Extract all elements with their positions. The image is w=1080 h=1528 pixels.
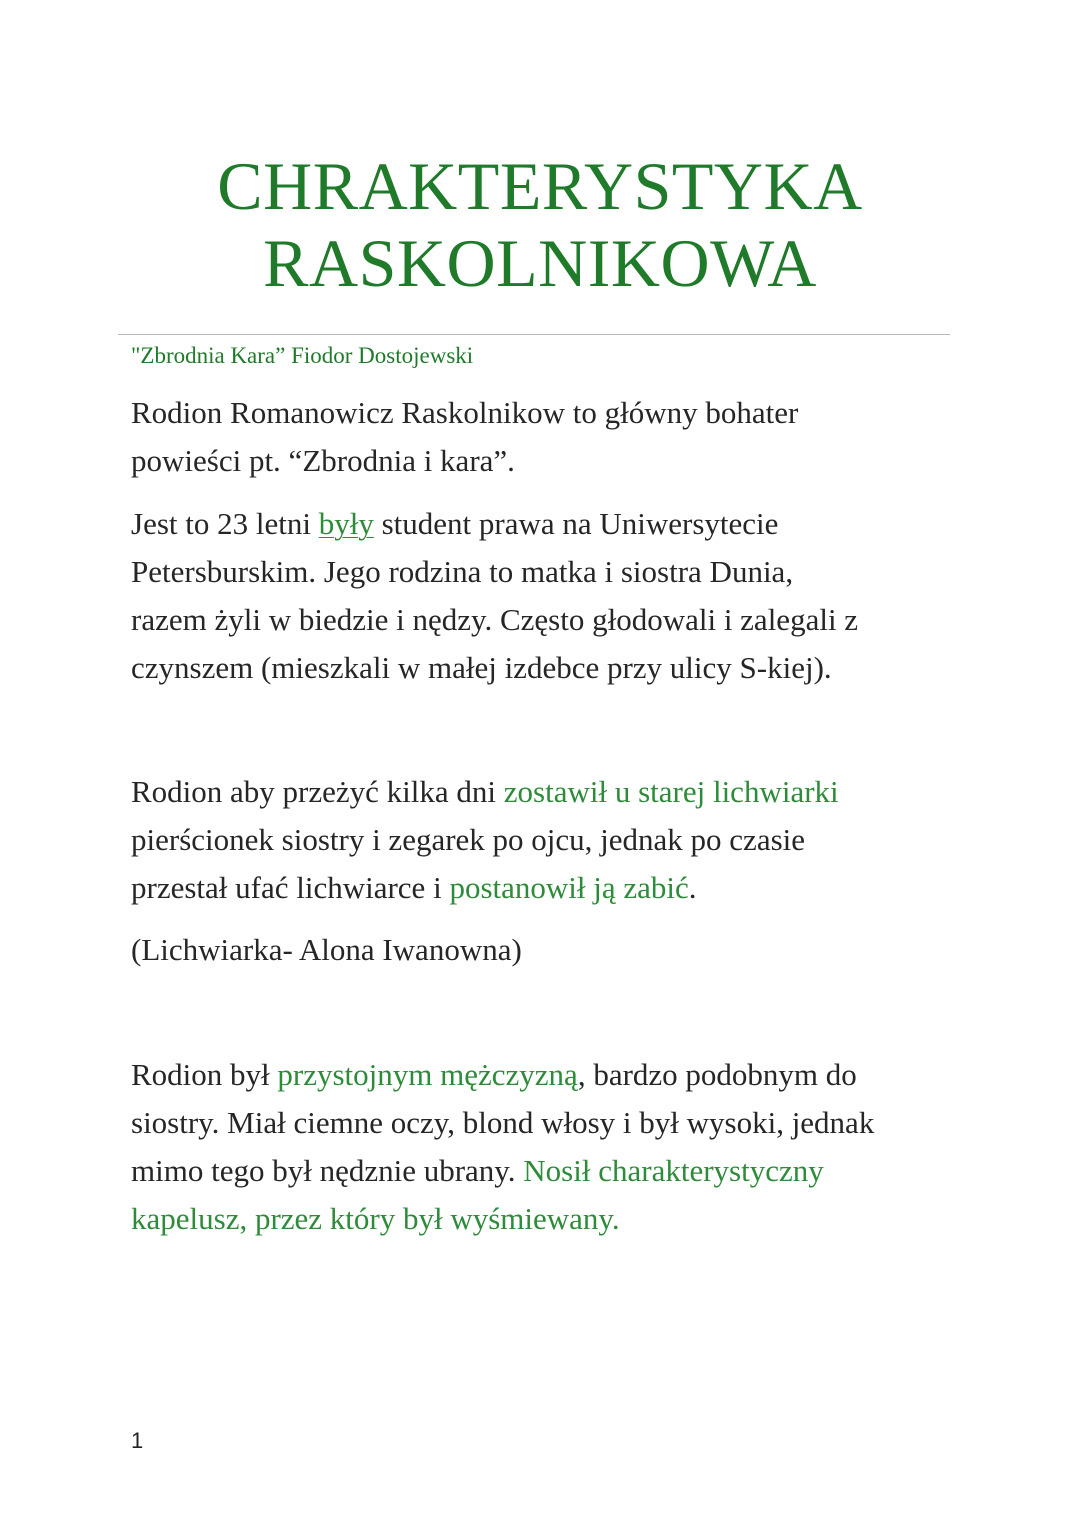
paragraph-pawnbroker-text: przestał ufać lichwiarce i [131,870,450,905]
highlight-text: Nosił charakterystyczny [523,1153,824,1188]
paragraph-pawnbroker-name [131,926,961,974]
paragraph-pawnbroker-line-2: pierścionek siostry i zegarek po ojcu, jednak po czasie [131,822,806,857]
paragraph-appearance-text: mimo tego był nędznie ubrany. [131,1153,524,1188]
paragraph-background [131,500,961,692]
paragraph-background-line-4: czynszem (mieszkali w małej izdebce przy ulicy S-kiej). [131,650,832,685]
paragraph-appearance-text: Rodion był [131,1057,278,1092]
highlight-text: przystojnym mężczyzną [277,1057,578,1092]
paragraph-appearance [131,1051,961,1243]
paragraph-pawnbroker [131,768,961,912]
paragraph-background-text: student prawa na Uniwersytecie [373,506,779,541]
highlight-text: postanowił ją zabić [449,870,689,905]
title-divider [118,334,950,335]
highlight-text: zostawił u starej lichwiarki [503,774,839,809]
page-number: 1 [131,1428,144,1453]
paragraph-appearance-line-2: siostry. Miał ciemne oczy, blond włosy i był wysoki, jednak [131,1105,875,1140]
underlined-word: były [318,506,374,541]
pawnbroker-name: (Lichwiarka- Alona Iwanowna) [131,932,522,967]
paragraph-appearance-text: , bardzo podobnym do [577,1057,857,1092]
paragraph-intro-line-1: Rodion Romanowicz Raskolnikow to główny bohater [131,395,799,430]
highlight-text: kapelusz, przez który był wyśmiewany. [131,1201,620,1236]
paragraph-intro [131,389,961,485]
title-line-1: CHRAKTERYSTYKA [217,148,863,224]
page-title [0,148,1080,302]
paragraph-intro-line-2: powieści pt. “Zbrodnia i kara”. [131,443,515,478]
paragraph-background-text: Jest to 23 letni [131,506,319,541]
title-line-2: RASKOLNIKOWA [263,225,817,301]
subtitle: "Zbrodnia Kara” Fiodor Dostojewski [131,343,474,368]
paragraph-pawnbroker-text: Rodion aby przeżyć kilka dni [131,774,504,809]
paragraph-pawnbroker-text: . [688,870,697,905]
paragraph-background-line-2: Petersburskim. Jego rodzina to matka i siostra Dunia, [131,554,794,589]
paragraph-background-line-3: razem żyli w biedzie i nędzy. Często głodowali i zalegali z [131,602,859,637]
